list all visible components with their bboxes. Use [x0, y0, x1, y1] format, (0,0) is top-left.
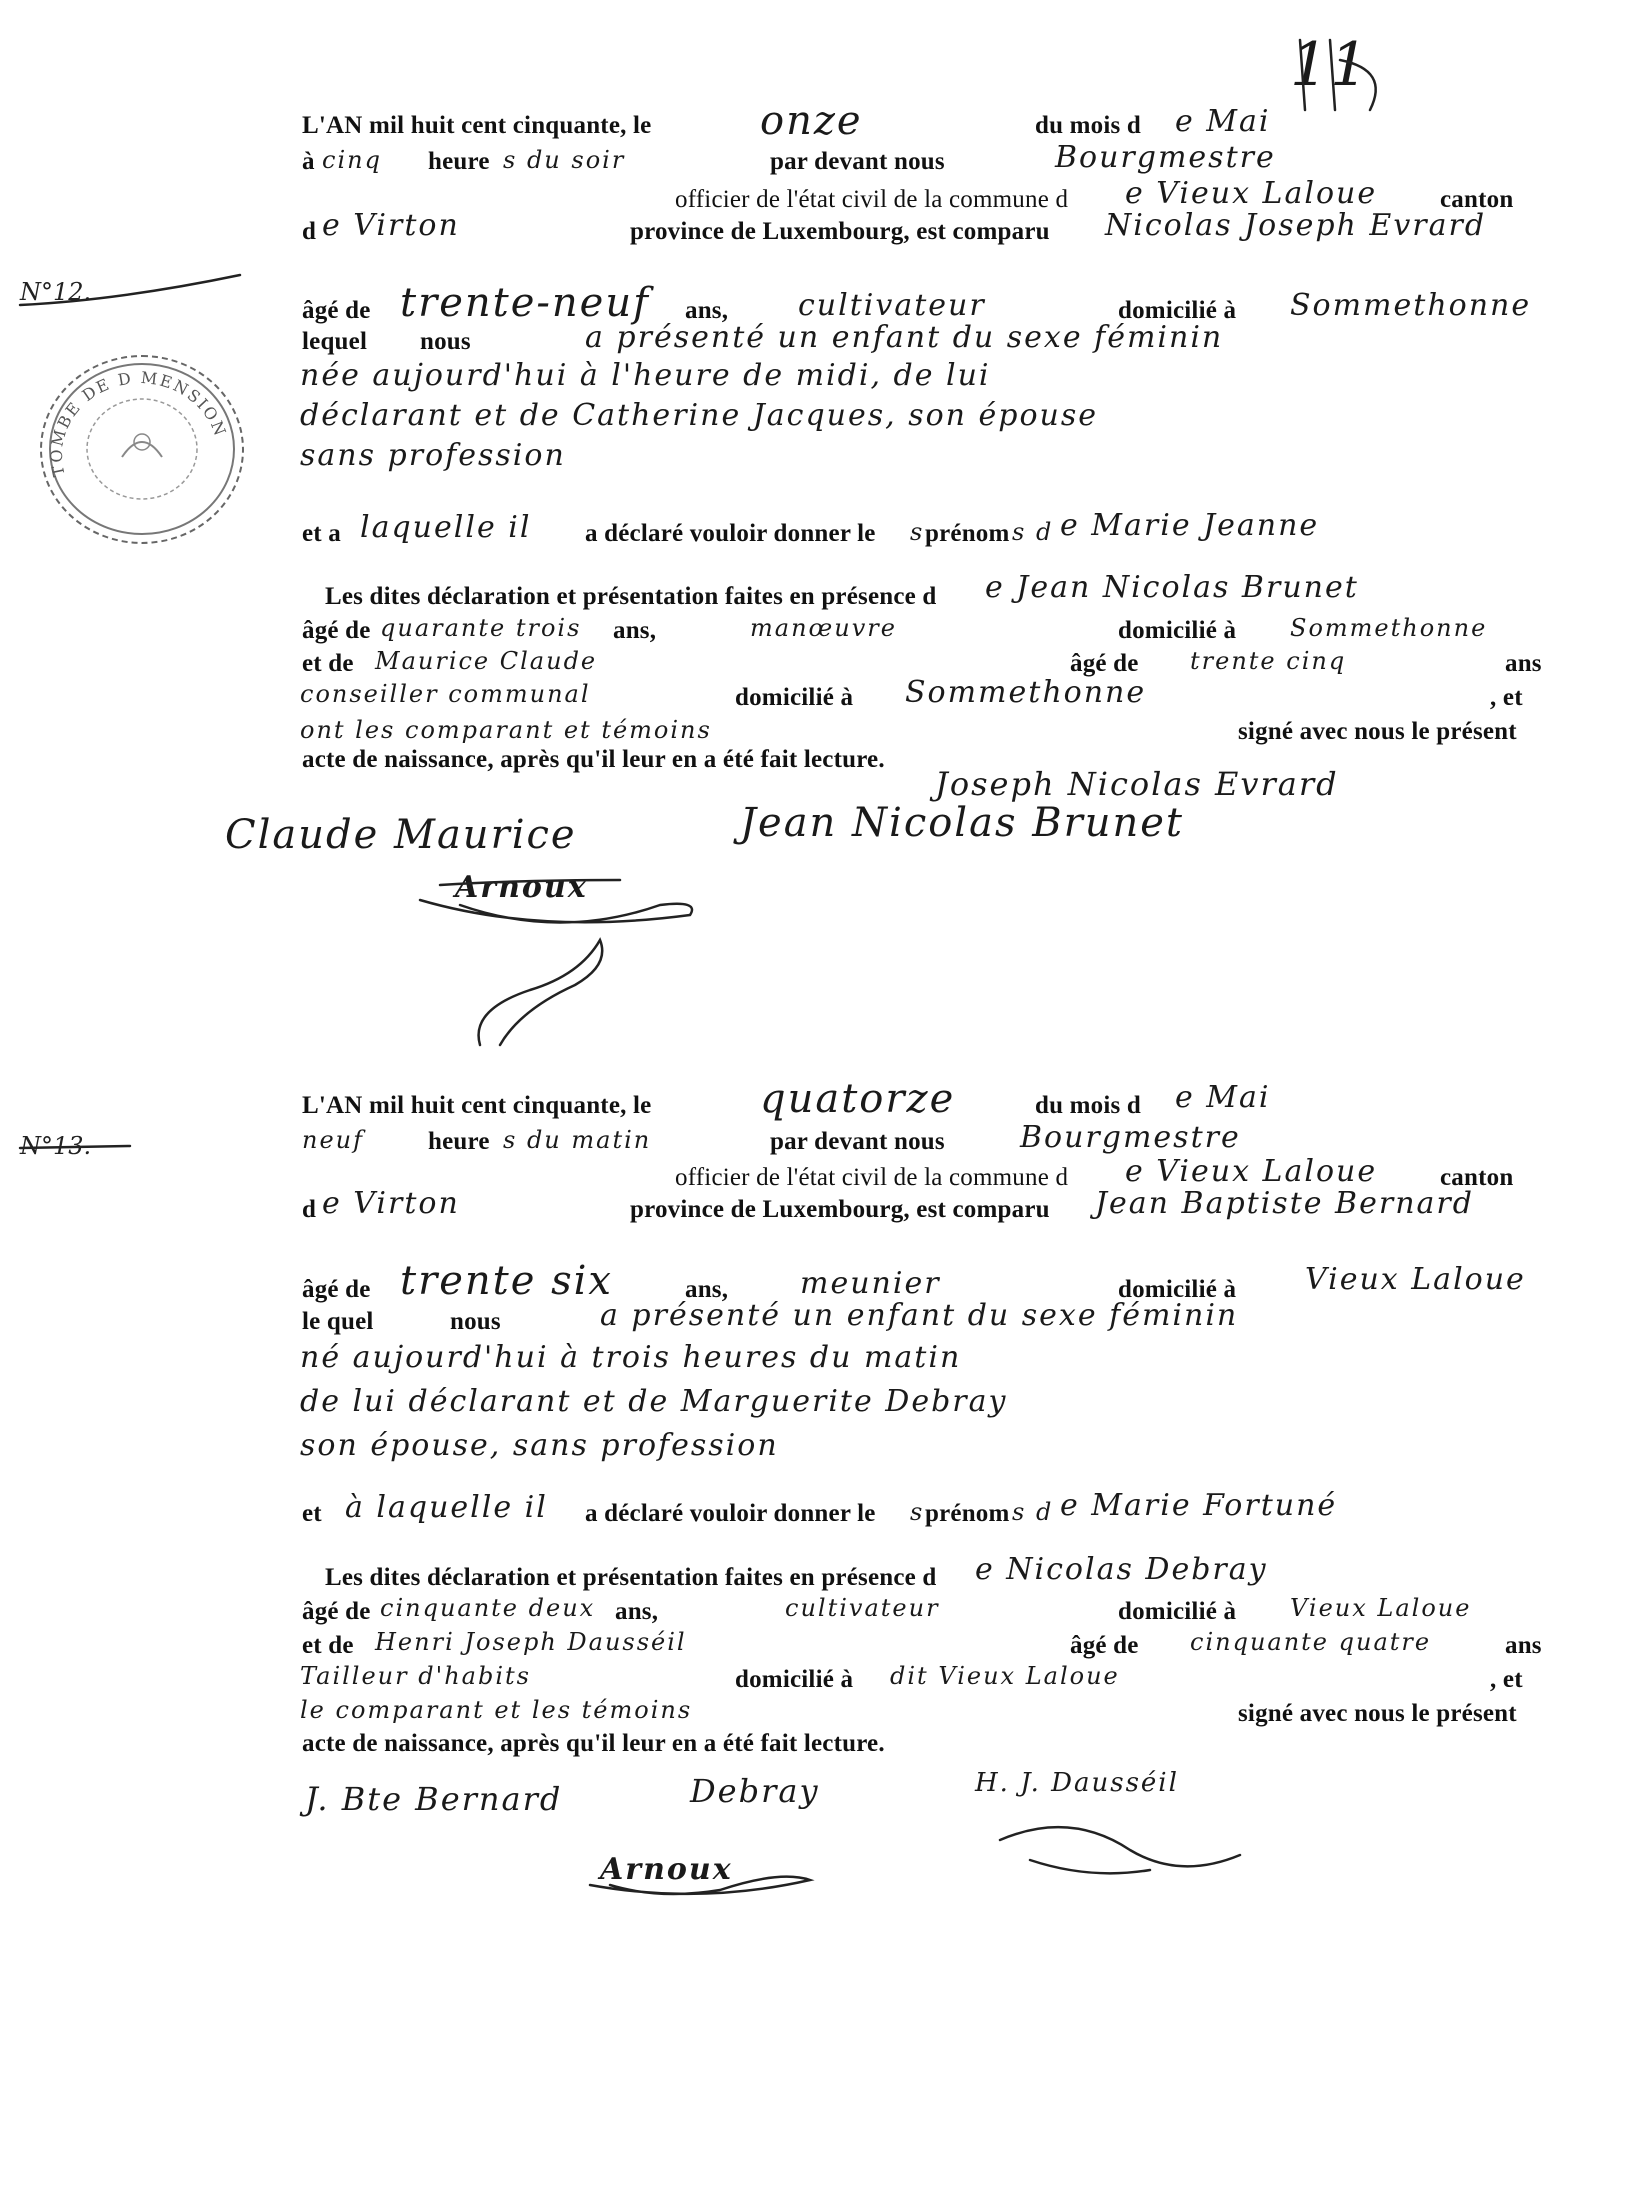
hw-text: de lui déclarant et de Marguerite Debray: [300, 1384, 1008, 1419]
text: par devant nous: [770, 148, 945, 175]
text: prénom: [925, 520, 1010, 547]
text: , et: [1490, 1666, 1523, 1693]
hw-place: dit Vieux Laloue: [890, 1662, 1120, 1690]
text: acte de naissance, après qu'il leur en a été fait lecture.: [302, 1730, 885, 1757]
text: officier de l'état civil de la commune d: [675, 1164, 1069, 1191]
text: domicilié à: [1118, 297, 1237, 324]
hw-age: quarante trois: [380, 614, 582, 642]
hw-hour: cinq: [322, 146, 382, 174]
text: L'AN mil huit cent cinquante, le: [302, 1092, 652, 1119]
text: domicilié à: [1118, 1598, 1237, 1625]
hw-moment: s du soir: [503, 146, 626, 174]
hw-occupation: meunier: [800, 1266, 941, 1301]
text: âgé de: [1070, 1632, 1139, 1659]
hw-month: e Mai: [1175, 1080, 1271, 1115]
hw-place: Sommethonne: [1290, 614, 1488, 642]
text: et a: [302, 520, 341, 547]
text: du mois d: [1035, 112, 1142, 139]
text: ans,: [685, 297, 729, 324]
hw-prenom: e Marie Fortuné: [1060, 1488, 1338, 1523]
hw-text: ont les comparant et témoins: [300, 716, 712, 744]
text: domicilié à: [1118, 1276, 1237, 1303]
hw-age: trente-neuf: [400, 280, 650, 326]
text: à: [302, 148, 315, 175]
hw-text: a présenté un enfant du sexe féminin: [585, 320, 1224, 355]
text: âgé de: [302, 1276, 371, 1303]
hw-laquelle: à laquelle il: [345, 1490, 548, 1525]
hw-witness2: Henri Joseph Dausséil: [375, 1628, 687, 1656]
hw-commune: e Vieux Laloue: [1125, 176, 1378, 211]
hw-text: né aujourd'hui à trois heures du matin: [300, 1340, 962, 1375]
text: signé avec nous le présent: [1238, 1700, 1517, 1727]
text: canton: [1440, 1164, 1514, 1191]
hw-age: cinquante quatre: [1190, 1628, 1432, 1656]
hw-name: Nicolas Joseph Evrard: [1105, 208, 1487, 243]
signature-officer: Arnoux: [600, 1852, 733, 1887]
hw-age: trente cinq: [1190, 647, 1347, 675]
text: a déclaré vouloir donner le: [585, 1500, 876, 1527]
text: ans: [1505, 650, 1542, 677]
hw-month: e Mai: [1175, 104, 1271, 139]
text: ans: [1505, 1632, 1542, 1659]
hw-officer: Bourgmestre: [1020, 1120, 1241, 1155]
hw-plural: s: [910, 1498, 925, 1526]
hw-text: sans profession: [300, 438, 566, 473]
signature: Joseph Nicolas Evrard: [935, 765, 1339, 803]
hw-day: quatorze: [760, 1076, 956, 1122]
hw-name: Jean Baptiste Bernard: [1095, 1186, 1474, 1221]
hw-text: le comparant et les témoins: [300, 1696, 693, 1724]
text: heure: [428, 148, 490, 175]
hw-place: Sommethonne: [1290, 288, 1532, 323]
record-number: N°13.: [20, 1132, 92, 1160]
record-number: N°12.: [20, 278, 92, 306]
text: a déclaré vouloir donner le: [585, 520, 876, 547]
text: ans,: [615, 1598, 659, 1625]
hw-occupation: manœuvre: [750, 614, 897, 642]
hw-age: trente six: [400, 1258, 613, 1304]
text: par devant nous: [770, 1128, 945, 1155]
text: et de: [302, 1632, 354, 1659]
signature: Jean Nicolas Brunet: [740, 800, 1184, 846]
hw-text: son épouse, sans profession: [300, 1428, 779, 1463]
seal-stamp: [40, 355, 244, 544]
text: nous: [450, 1308, 501, 1335]
hw-text: a présenté un enfant du sexe féminin: [600, 1298, 1239, 1333]
text: d: [302, 218, 317, 245]
text: ans,: [613, 617, 657, 644]
signature: J. Bte Bernard: [305, 1780, 563, 1818]
hw-prenom: e Marie Jeanne: [1060, 508, 1320, 543]
text: et de: [302, 650, 354, 677]
hw-plural: s d: [1012, 518, 1054, 546]
text: âgé de: [302, 297, 371, 324]
hw-commune: e Vieux Laloue: [1125, 1154, 1378, 1189]
hw-officer: Bourgmestre: [1055, 140, 1276, 175]
text: le quel: [302, 1308, 374, 1335]
text: signé avec nous le présent: [1238, 718, 1517, 745]
hw-moment: s du matin: [503, 1126, 652, 1154]
hw-place: Sommethonne: [905, 675, 1147, 710]
text: domicilié à: [735, 684, 854, 711]
text: ans,: [685, 1276, 729, 1303]
svg-text:TOMBE DE D MENSION: TOMBE DE D MENSION: [46, 367, 231, 479]
text: âgé de: [1070, 650, 1139, 677]
seal-icon: [42, 357, 242, 542]
hw-text: déclarant et de Catherine Jacques, son épouse: [300, 398, 1099, 433]
hw-age: cinquante deux: [380, 1594, 596, 1622]
signature: Claude Maurice: [225, 812, 577, 858]
text: nous: [420, 328, 471, 355]
hw-occupation: conseiller communal: [300, 680, 591, 708]
text: d: [302, 1196, 317, 1223]
text: prénom: [925, 1500, 1010, 1527]
text: et: [302, 1500, 322, 1527]
text: domicilié à: [735, 1666, 854, 1693]
hw-occupation: Tailleur d'habits: [300, 1662, 531, 1690]
signature-officer: Arnoux: [455, 870, 588, 905]
signature: Debray: [690, 1772, 820, 1810]
hw-occupation: cultivateur: [785, 1594, 940, 1622]
hw-witness1: e Jean Nicolas Brunet: [985, 570, 1359, 605]
hw-witness2: Maurice Claude: [375, 647, 598, 675]
hw-hour: neuf: [302, 1126, 364, 1154]
text: officier de l'état civil de la commune d: [675, 186, 1069, 213]
hw-laquelle: laquelle il: [360, 510, 532, 545]
hw-place: Vieux Laloue: [1305, 1262, 1526, 1297]
text: domicilié à: [1118, 617, 1237, 644]
hw-plural: s d: [1012, 1498, 1054, 1526]
hw-canton: e Virton: [322, 1186, 460, 1221]
hw-place: Vieux Laloue: [1290, 1594, 1472, 1622]
text: du mois d: [1035, 1092, 1142, 1119]
hw-occupation: cultivateur: [798, 288, 986, 323]
text: Les dites déclaration et présentation faites en présence d: [325, 583, 937, 610]
text: , et: [1490, 684, 1523, 711]
text: Les dites déclaration et présentation faites en présence d: [325, 1564, 937, 1591]
text: heure: [428, 1128, 490, 1155]
hw-day: onze: [760, 98, 863, 144]
hw-canton: e Virton: [322, 208, 460, 243]
hw-witness1: e Nicolas Debray: [975, 1552, 1268, 1587]
text: lequel: [302, 328, 368, 355]
text: L'AN mil huit cent cinquante, le: [302, 112, 652, 139]
text: âgé de: [302, 617, 371, 644]
page-marker: 11: [1290, 30, 1371, 100]
text: province de Luxembourg, est comparu: [630, 1196, 1050, 1223]
text: canton: [1440, 186, 1514, 213]
text: âgé de: [302, 1598, 371, 1625]
text: province de Luxembourg, est comparu: [630, 218, 1050, 245]
signature: H. J. Dausséil: [975, 1768, 1179, 1798]
hw-plural: s: [910, 518, 925, 546]
hw-text: née aujourd'hui à l'heure de midi, de lui: [300, 358, 991, 393]
text: acte de naissance, après qu'il leur en a été fait lecture.: [302, 746, 885, 773]
